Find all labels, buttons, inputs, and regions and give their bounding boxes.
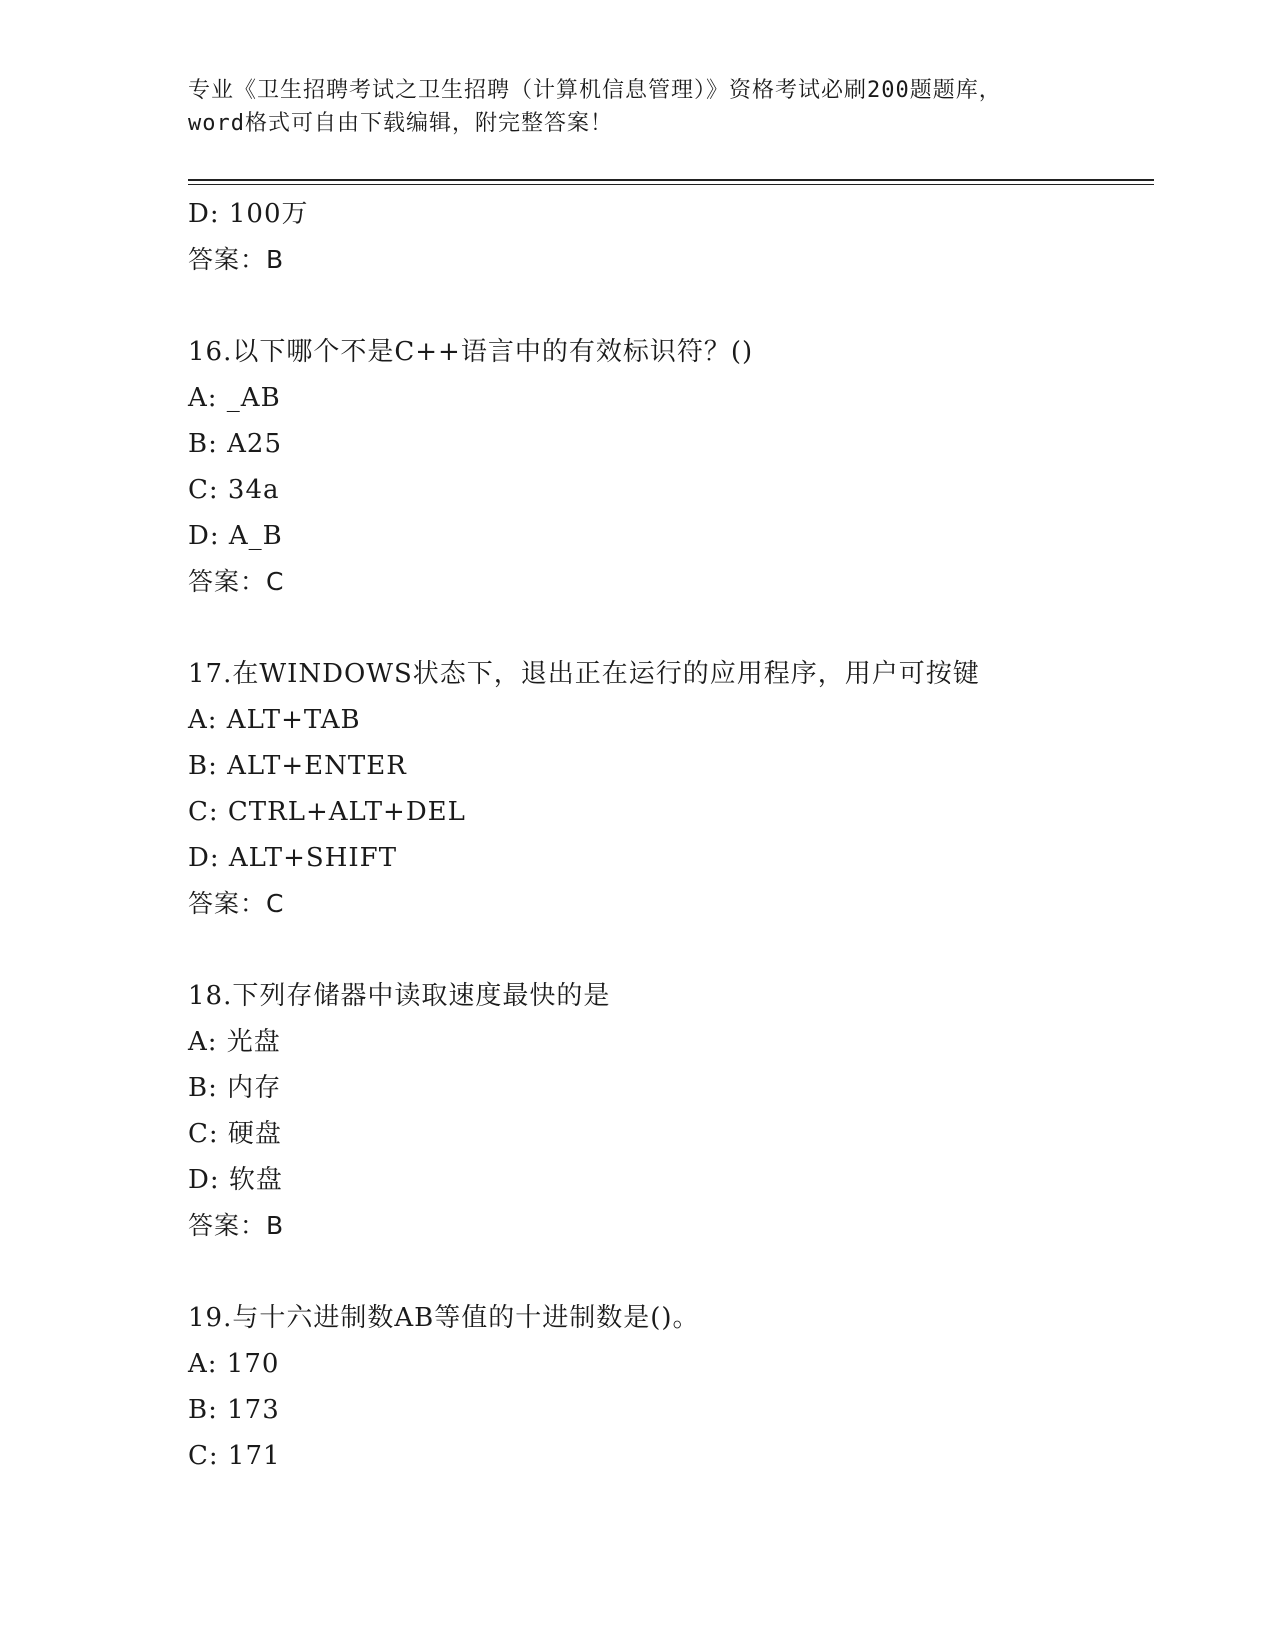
answer: 答案：B bbox=[188, 245, 285, 274]
header-divider-thick bbox=[188, 179, 1154, 181]
option-a: A: ALT+TAB bbox=[188, 705, 361, 735]
answer: 答案：B bbox=[188, 1211, 285, 1240]
option-b: B: 173 bbox=[188, 1395, 280, 1425]
question-title: 19.与十六进制数AB等值的十进制数是()。 bbox=[188, 1303, 700, 1333]
option-c: C: 34a bbox=[188, 475, 280, 505]
option-d: D: 100万 bbox=[188, 199, 309, 229]
option-c: C: 171 bbox=[188, 1441, 281, 1471]
option-b: B: A25 bbox=[188, 429, 282, 459]
option-b: B: 内存 bbox=[188, 1073, 282, 1103]
question-17 bbox=[188, 651, 1148, 927]
option-b: B: ALT+ENTER bbox=[188, 751, 407, 781]
question-title: 16.以下哪个不是C++语言中的有效标识符？() bbox=[188, 337, 754, 367]
option-d: D: 软盘 bbox=[188, 1165, 283, 1195]
answer: 答案：C bbox=[188, 567, 285, 596]
question-19 bbox=[188, 1295, 1148, 1479]
header-line-1: 专业《卫生招聘考试之卫生招聘（计算机信息管理）》资格考试必刷200题题库， bbox=[188, 78, 1002, 103]
question-18 bbox=[188, 973, 1148, 1249]
answer: 答案：C bbox=[188, 889, 285, 918]
option-c: C: 硬盘 bbox=[188, 1119, 282, 1149]
question-title: 17.在WINDOWS状态下，退出正在运行的应用程序，用户可按键 bbox=[188, 659, 980, 689]
option-a: A: 170 bbox=[188, 1349, 280, 1379]
option-c: C: CTRL+ALT+DEL bbox=[188, 797, 466, 827]
header-line-2: word格式可自由下载编辑，附完整答案！ bbox=[188, 111, 613, 136]
question-16 bbox=[188, 329, 1148, 605]
question-list bbox=[188, 191, 1148, 1479]
option-d: D: A_B bbox=[188, 521, 283, 551]
document-header bbox=[188, 74, 1088, 140]
header-divider-thin bbox=[188, 184, 1154, 185]
question-title: 18.下列存储器中读取速度最快的是 bbox=[188, 981, 611, 1011]
option-d: D: ALT+SHIFT bbox=[188, 843, 398, 873]
option-a: A: 光盘 bbox=[188, 1027, 281, 1057]
option-a: A: _AB bbox=[188, 383, 281, 413]
